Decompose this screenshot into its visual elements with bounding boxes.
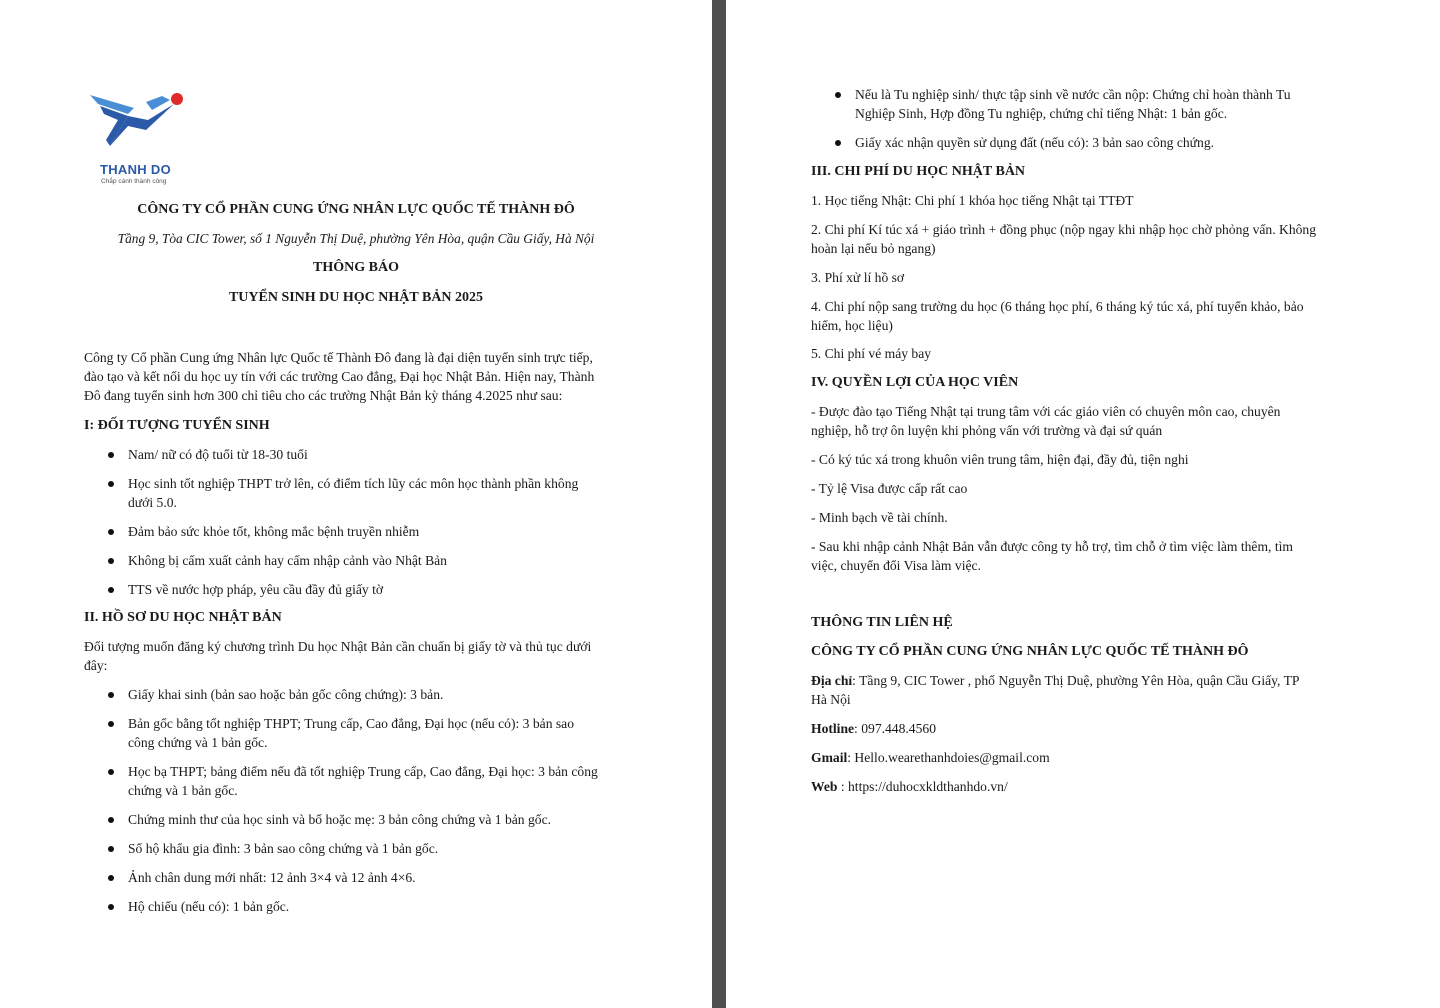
list-item: Học sinh tốt nghiệp THPT trở lên, có điểm tích lũy các môn học thành phần không dưới 5.0.	[128, 474, 578, 512]
bullet-icon	[108, 587, 114, 593]
bullet-icon	[835, 140, 841, 146]
list-item: Đảm bảo sức khỏe tốt, không mắc bệnh truyền nhiễm	[128, 522, 419, 541]
cost-item: 3. Phí xử lí hồ sơ	[811, 270, 905, 285]
logo-tagline: Chắp cánh thành công	[101, 178, 167, 185]
document-page-left	[0, 0, 712, 1008]
benefit-item: - Sau khi nhập cảnh Nhật Bản vẫn được công ty hỗ trợ, tìm chỗ ở tìm việc làm thêm, tìm việc, chuyển đổi Visa làm việc.	[811, 539, 1293, 573]
bullet-icon	[108, 846, 114, 852]
list-item: Học bạ THPT; bảng điểm nếu đã tốt nghiệp Trung cấp, Cao đẳng, Đại học: 3 bản công chứng và 1 bản gốc.	[128, 762, 598, 800]
bullet-icon	[108, 875, 114, 881]
cost-item: 5. Chi phí vé máy bay	[811, 346, 932, 361]
document-page-right	[726, 0, 1440, 1008]
cost-item: 2. Chi phí Kí túc xá + giáo trình + đồng phục (nộp ngay khi nhập học chờ phỏng vấn. Không hoàn lại nếu bỏ ngang)	[811, 222, 1317, 256]
intro-line: Công ty Cổ phần Cung ứng Nhân lực Quốc tế Thành Đô đang là đại diện tuyển sinh trực tiếp,	[84, 350, 593, 365]
company-name-heading: CÔNG TY CỔ PHẦN CUNG ỨNG NHÂN LỰC QUỐC TẾ THÀNH ĐÔ	[137, 202, 575, 217]
section1-heading: I: ĐỐI TƯỢNG TUYỂN SINH	[84, 418, 270, 433]
benefit-item: - Tỷ lệ Visa được cấp rất cao	[811, 481, 968, 496]
logo-name: THANH DO	[100, 162, 172, 177]
contact-web: Web : https://duhocxkldthanhdo.vn/	[811, 779, 1008, 794]
list-item: Bản gốc bằng tốt nghiệp THPT; Trung cấp, Cao đẳng, Đại học (nếu có): 3 bản sao công chứng và 1 bản gốc.	[128, 714, 574, 752]
section2-intro: Đối tượng muốn đăng ký chương trình Du học Nhật Bản cần chuẩn bị giấy tờ và thủ tục dưới đây:	[84, 639, 592, 673]
bullet-icon	[108, 904, 114, 910]
company-logo	[88, 90, 188, 186]
notice-title: THÔNG BÁO	[313, 260, 399, 275]
intro-line: Đô đang tuyển sinh hơn 300 chỉ tiêu cho các trường Nhật Bản kỳ tháng 4.2025 như sau:	[84, 388, 563, 403]
cost-item: 1. Học tiếng Nhật: Chi phí 1 khóa học tiếng Nhật tại TTĐT	[811, 193, 1134, 208]
contact-hotline: Hotline: 097.448.4560	[811, 721, 936, 736]
bullet-icon	[108, 452, 114, 458]
contact-gmail: Gmail: Hello.wearethanhdoies@gmail.com	[811, 750, 1050, 765]
cost-item: 4. Chi phí nộp sang trường du học (6 tháng học phí, 6 tháng ký túc xá, phí tuyển khảo, bảo hiểm, học liệu)	[811, 299, 1304, 333]
list-item: Ảnh chân dung mới nhất: 12 ảnh 3×4 và 12 ảnh 4×6.	[128, 868, 416, 887]
bullet-icon	[108, 481, 114, 487]
bullet-icon	[835, 92, 841, 98]
benefit-item: - Có ký túc xá trong khuôn viên trung tâm, hiện đại, đầy đủ, tiện nghi	[811, 452, 1189, 467]
benefit-item: - Minh bạch về tài chính.	[811, 510, 948, 525]
list-item: Không bị cấm xuất cảnh hay cấm nhập cảnh vào Nhật Bản	[128, 551, 447, 570]
list-item: Hộ chiếu (nếu có): 1 bản gốc.	[128, 897, 289, 916]
section4-heading: IV. QUYỀN LỢI CỦA HỌC VIÊN	[811, 375, 1019, 390]
company-address: Tầng 9, Tòa CIC Tower, số 1 Nguyễn Thị Duệ, phường Yên Hòa, quận Cầu Giấy, Hà Nội	[117, 231, 595, 246]
bullet-icon	[108, 692, 114, 698]
list-item: Nếu là Tu nghiệp sinh/ thực tập sinh về nước cần nộp: Chứng chỉ hoàn thành Tu Nghiệp Sinh, Hợp đồng Tu nghiệp, chứng chỉ tiếng Nhật: 1 bản gốc.	[855, 85, 1291, 123]
bullet-icon	[108, 529, 114, 535]
list-item: Sổ hộ khẩu gia đình: 3 bản sao công chứng và 1 bản gốc.	[128, 839, 438, 858]
list-item: Giấy xác nhận quyền sử dụng đất (nếu có): 3 bản sao công chứng.	[855, 133, 1214, 152]
logo-mark-icon	[88, 90, 188, 158]
contact-heading: THÔNG TIN LIÊN HỆ	[811, 615, 953, 630]
bullet-icon	[108, 558, 114, 564]
bullet-icon	[108, 769, 114, 775]
page-divider	[712, 0, 726, 1008]
section3-heading: III. CHI PHÍ DU HỌC NHẬT BẢN	[811, 164, 1026, 179]
section2-heading: II. HỒ SƠ DU HỌC NHẬT BẢN	[84, 610, 282, 625]
list-item: Nam/ nữ có độ tuổi từ 18-30 tuổi	[128, 445, 308, 464]
benefit-item: - Được đào tạo Tiếng Nhật tại trung tâm với các giáo viên có chuyên môn cao, chuyên nghiệp, hỗ trợ ôn luyện khi phỏng vấn với trường và đại sứ quán	[811, 404, 1281, 438]
list-item: TTS về nước hợp pháp, yêu cầu đầy đủ giấy tờ	[128, 580, 383, 599]
intro-paragraph	[84, 348, 654, 405]
bullet-icon	[108, 721, 114, 727]
contact-company-name: CÔNG TY CỔ PHẦN CUNG ỨNG NHÂN LỰC QUỐC TẾ THÀNH ĐÔ	[811, 644, 1249, 659]
intro-line: đào tạo và kết nối du học uy tín với các trường Cao đẳng, Đại học Nhật Bản. Hiện nay, Thành	[84, 369, 595, 384]
notice-subtitle: TUYỂN SINH DU HỌC NHẬT BẢN 2025	[228, 290, 484, 305]
contact-address: Địa chỉ: Tầng 9, CIC Tower , phố Nguyễn Thị Duệ, phường Yên Hòa, quận Cầu Giấy, TP Hà Nội	[811, 673, 1300, 707]
list-item: Chứng minh thư của học sinh và bố hoặc mẹ: 3 bản công chứng và 1 bản gốc.	[128, 810, 551, 829]
bullet-icon	[108, 817, 114, 823]
list-item: Giấy khai sinh (bản sao hoặc bản gốc công chứng): 3 bản.	[128, 685, 443, 704]
